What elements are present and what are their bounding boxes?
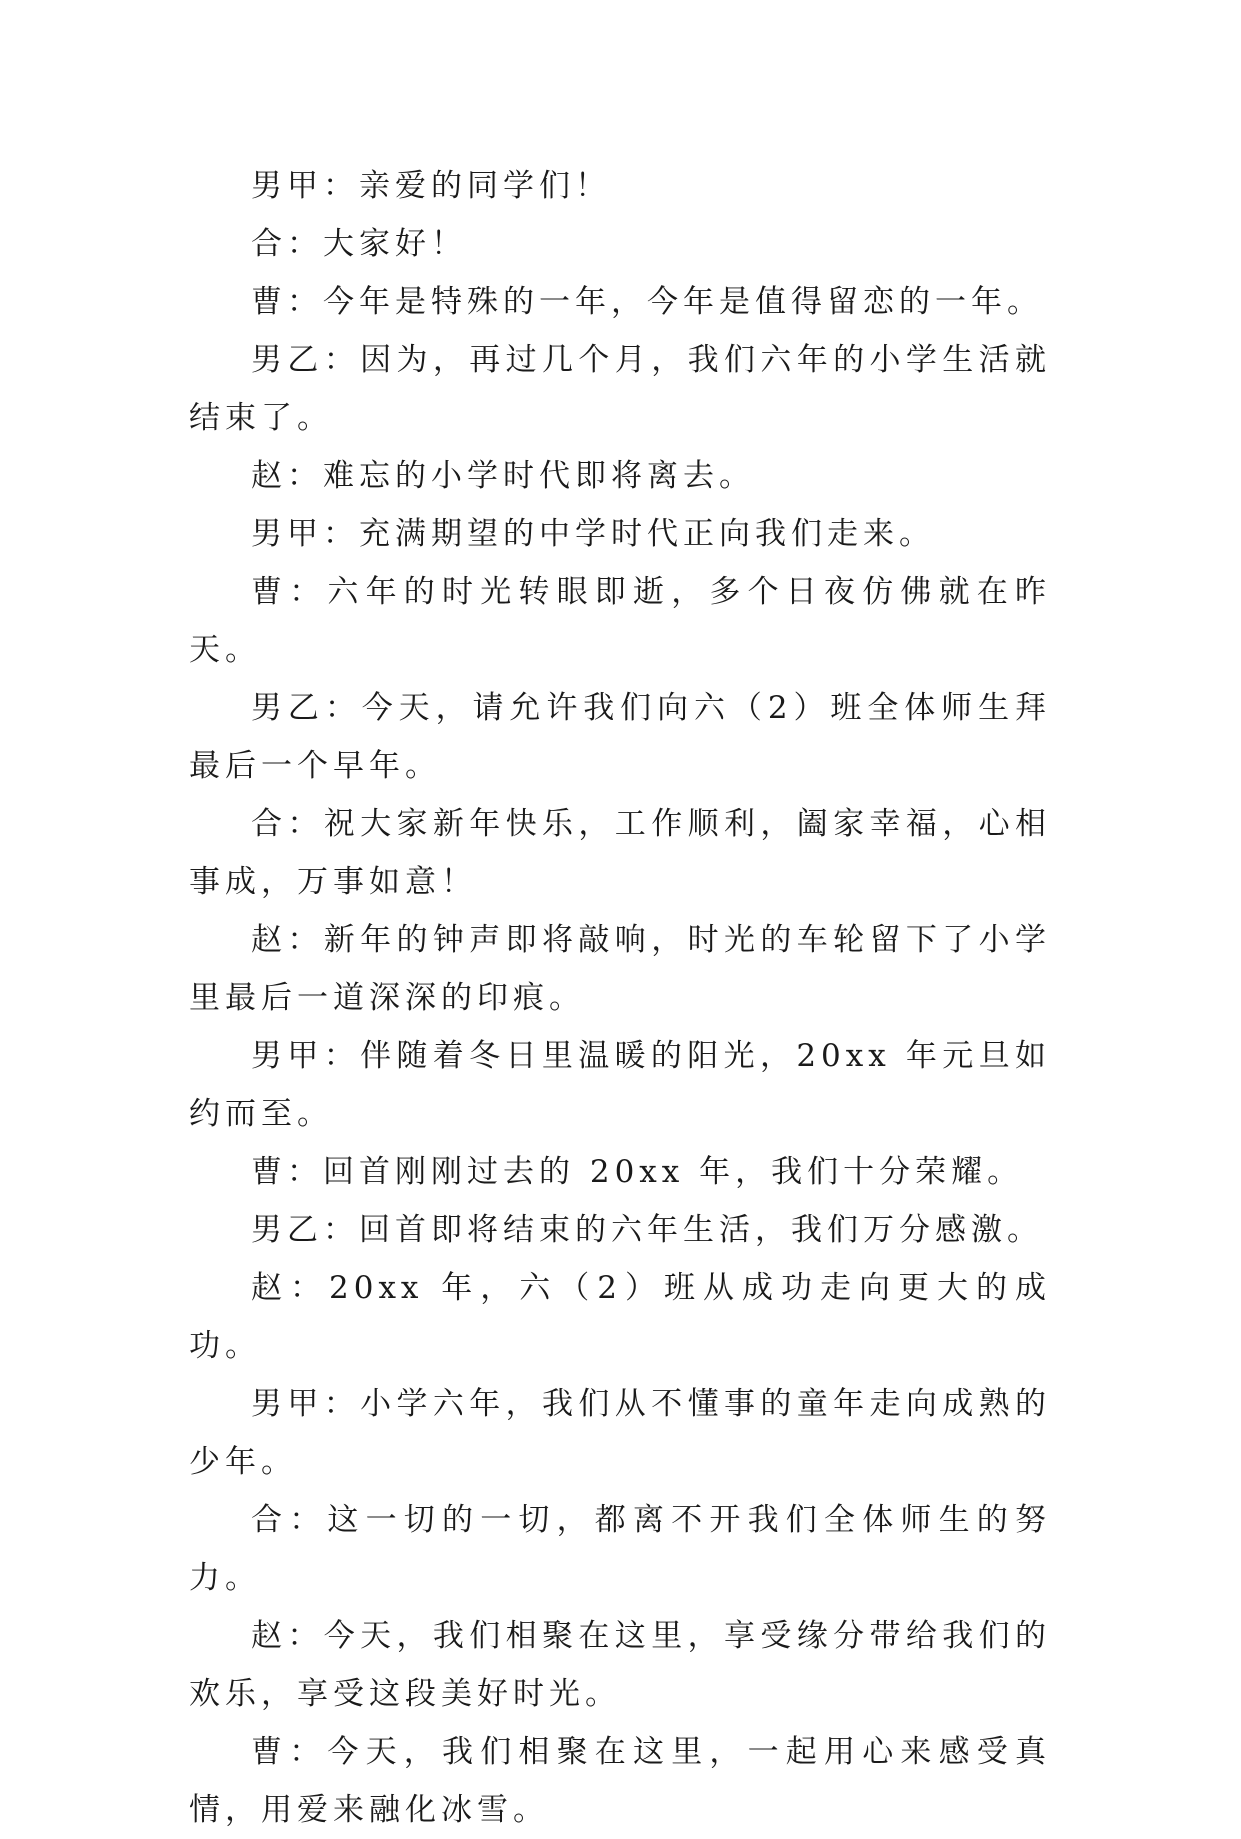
paragraph: 曹：今年是特殊的一年，今年是值得留恋的一年。 (251, 284, 1043, 320)
paragraph: 曹：回首刚刚过去的 20xx 年，我们十分荣耀。 (251, 1154, 1024, 1190)
paragraph: 赵：新年的钟声即将敲响，时光的车轮留下了小学里最后一道深深的印痕。 (189, 922, 1051, 1016)
paragraph: 曹：今天，我们相聚在这里，一起用心来感受真情，用爱来融化冰雪。 (189, 1734, 1051, 1828)
paragraph: 男甲：伴随着冬日里温暖的阳光，20xx 年元旦如约而至。 (189, 1038, 1051, 1132)
paragraph: 曹：六年的时光转眼即逝，多个日夜仿佛就在昨天。 (189, 574, 1051, 668)
paragraph: 男甲：亲爱的同学们！ (251, 168, 611, 204)
paragraph: 合：祝大家新年快乐，工作顺利，阖家幸福，心相事成，万事如意！ (189, 806, 1051, 900)
paragraph: 男甲：充满期望的中学时代正向我们走来。 (251, 516, 935, 552)
paragraph: 男甲：小学六年，我们从不懂事的童年走向成熟的少年。 (189, 1386, 1051, 1480)
paragraph: 赵：难忘的小学时代即将离去。 (251, 458, 755, 494)
document-body (189, 157, 1051, 1839)
paragraph: 男乙：因为，再过几个月，我们六年的小学生活就结束了。 (189, 342, 1051, 436)
paragraph: 赵：今天，我们相聚在这里，享受缘分带给我们的欢乐，享受这段美好时光。 (189, 1618, 1051, 1712)
paragraph: 合：大家好！ (251, 226, 467, 262)
paragraph: 赵：20xx 年，六（2）班从成功走向更大的成功。 (189, 1270, 1051, 1364)
paragraph: 男乙：今天，请允许我们向六（2）班全体师生拜最后一个早年。 (189, 690, 1051, 784)
paragraph: 男乙：回首即将结束的六年生活，我们万分感激。 (251, 1212, 1043, 1248)
paragraph: 合：这一切的一切，都离不开我们全体师生的努力。 (189, 1502, 1051, 1596)
